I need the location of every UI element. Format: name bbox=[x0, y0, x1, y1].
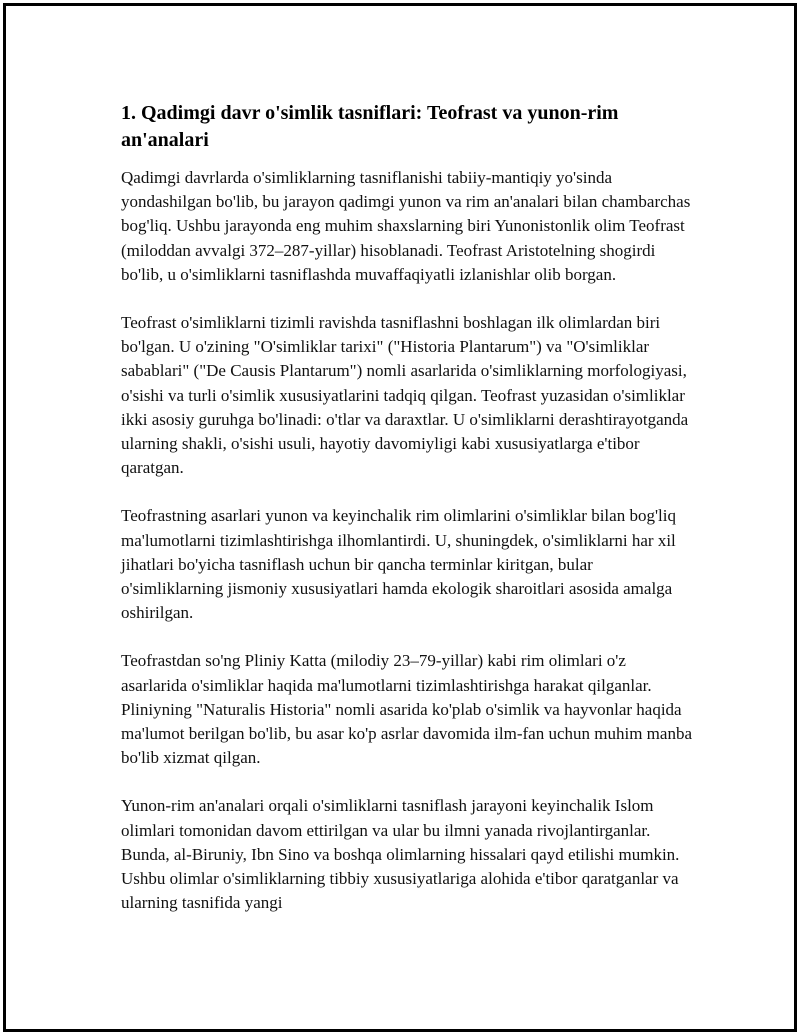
section-heading: 1. Qadimgi davr o'simlik tasniflari: Teofrast va yunon-rim an'analari bbox=[121, 102, 619, 151]
paragraph-3: Teofrastning asarlari yunon va keyinchalik rim olimlarini o'simliklar bilan bog'liq ma'lumotlarni tizimlashtirishga ilhomlantirdi. U, shuningdek, o'simliklarni har xil jihatlari bo'yicha tasniflash uchun bir qancha terminlar kiritgan, bular o'simliklarning jismoniy xususiyatlari hamda ekologik sharoitlari asosida amalga oshirilgan. bbox=[121, 506, 676, 623]
page-frame bbox=[3, 3, 797, 1032]
paragraph-5: Yunon-rim an'analari orqali o'simliklarni tasniflash jarayoni keyinchalik Islom olimlari tomonidan davom ettirilgan va ular bu ilmni yanada rivojlantirganlar. Bunda, al-Biruniy, Ibn Sino va boshqa olimlarning hissalari qayd etilishi mumkin. Ushbu olimlar o'simliklarning tibbiy xususiyatlariga alohida e'tibor qaratganlar va ularning tasnifida yangi bbox=[121, 796, 680, 913]
paragraph-1: Qadimgi davrlarda o'simliklarning tasniflanishi tabiiy-mantiqiy yo'sinda yondashilgan bo'lib, bu jarayon qadimgi yunon va rim an'analari bilan chambarchas bog'liq. Ushbu jarayonda eng muhim shaxslarning biri Yunonistonlik olim Teofrast (miloddan avvalgi 372–287-yillar) hisoblanadi. Teofrast Aristotelning shogirdi bo'lib, u o'simliklarni tasniflashda muvaffaqiyatli izlanishlar olib borgan. bbox=[121, 168, 691, 284]
paragraph-2: Teofrast o'simliklarni tizimli ravishda tasniflashni boshlagan ilk olimlardan biri bo'lgan. U o'zining "O'simliklar tarixi" ("Historia Plantarum") va "O'simliklar sabablari" ("De Causis Plantarum") nomli asarlarida o'simliklarning morfologiyasi, o'sishi va turli o'simlik xususiyatlarini tadqiq qilgan. Teofrast yuzasidan o'simliklar ikki asosiy guruhga bo'linadi: o'tlar va daraxtlar. U o'simliklarni derashtirayotganda ularning shakli, o'sishi usuli, hayotiy davomiyligi kabi xususiyatlarga e'tibor qaratgan. bbox=[121, 313, 689, 478]
document-body bbox=[121, 100, 696, 915]
paragraph-4: Teofrastdan so'ng Pliniy Katta (milodiy 23–79-yillar) kabi rim olimlari o'z asarlarida o'simliklar haqida ma'lumotlarni tizimlashtirishga harakat qilganlar. Pliniyning "Naturalis Historia" nomli asarida ko'plab o'simlik va hayvonlar haqida ma'lumot berilgan bo'lib, bu asar ko'p asrlar davomida ilm-fan uchun muhim manba bo'lib xizmat qilgan. bbox=[121, 651, 692, 768]
